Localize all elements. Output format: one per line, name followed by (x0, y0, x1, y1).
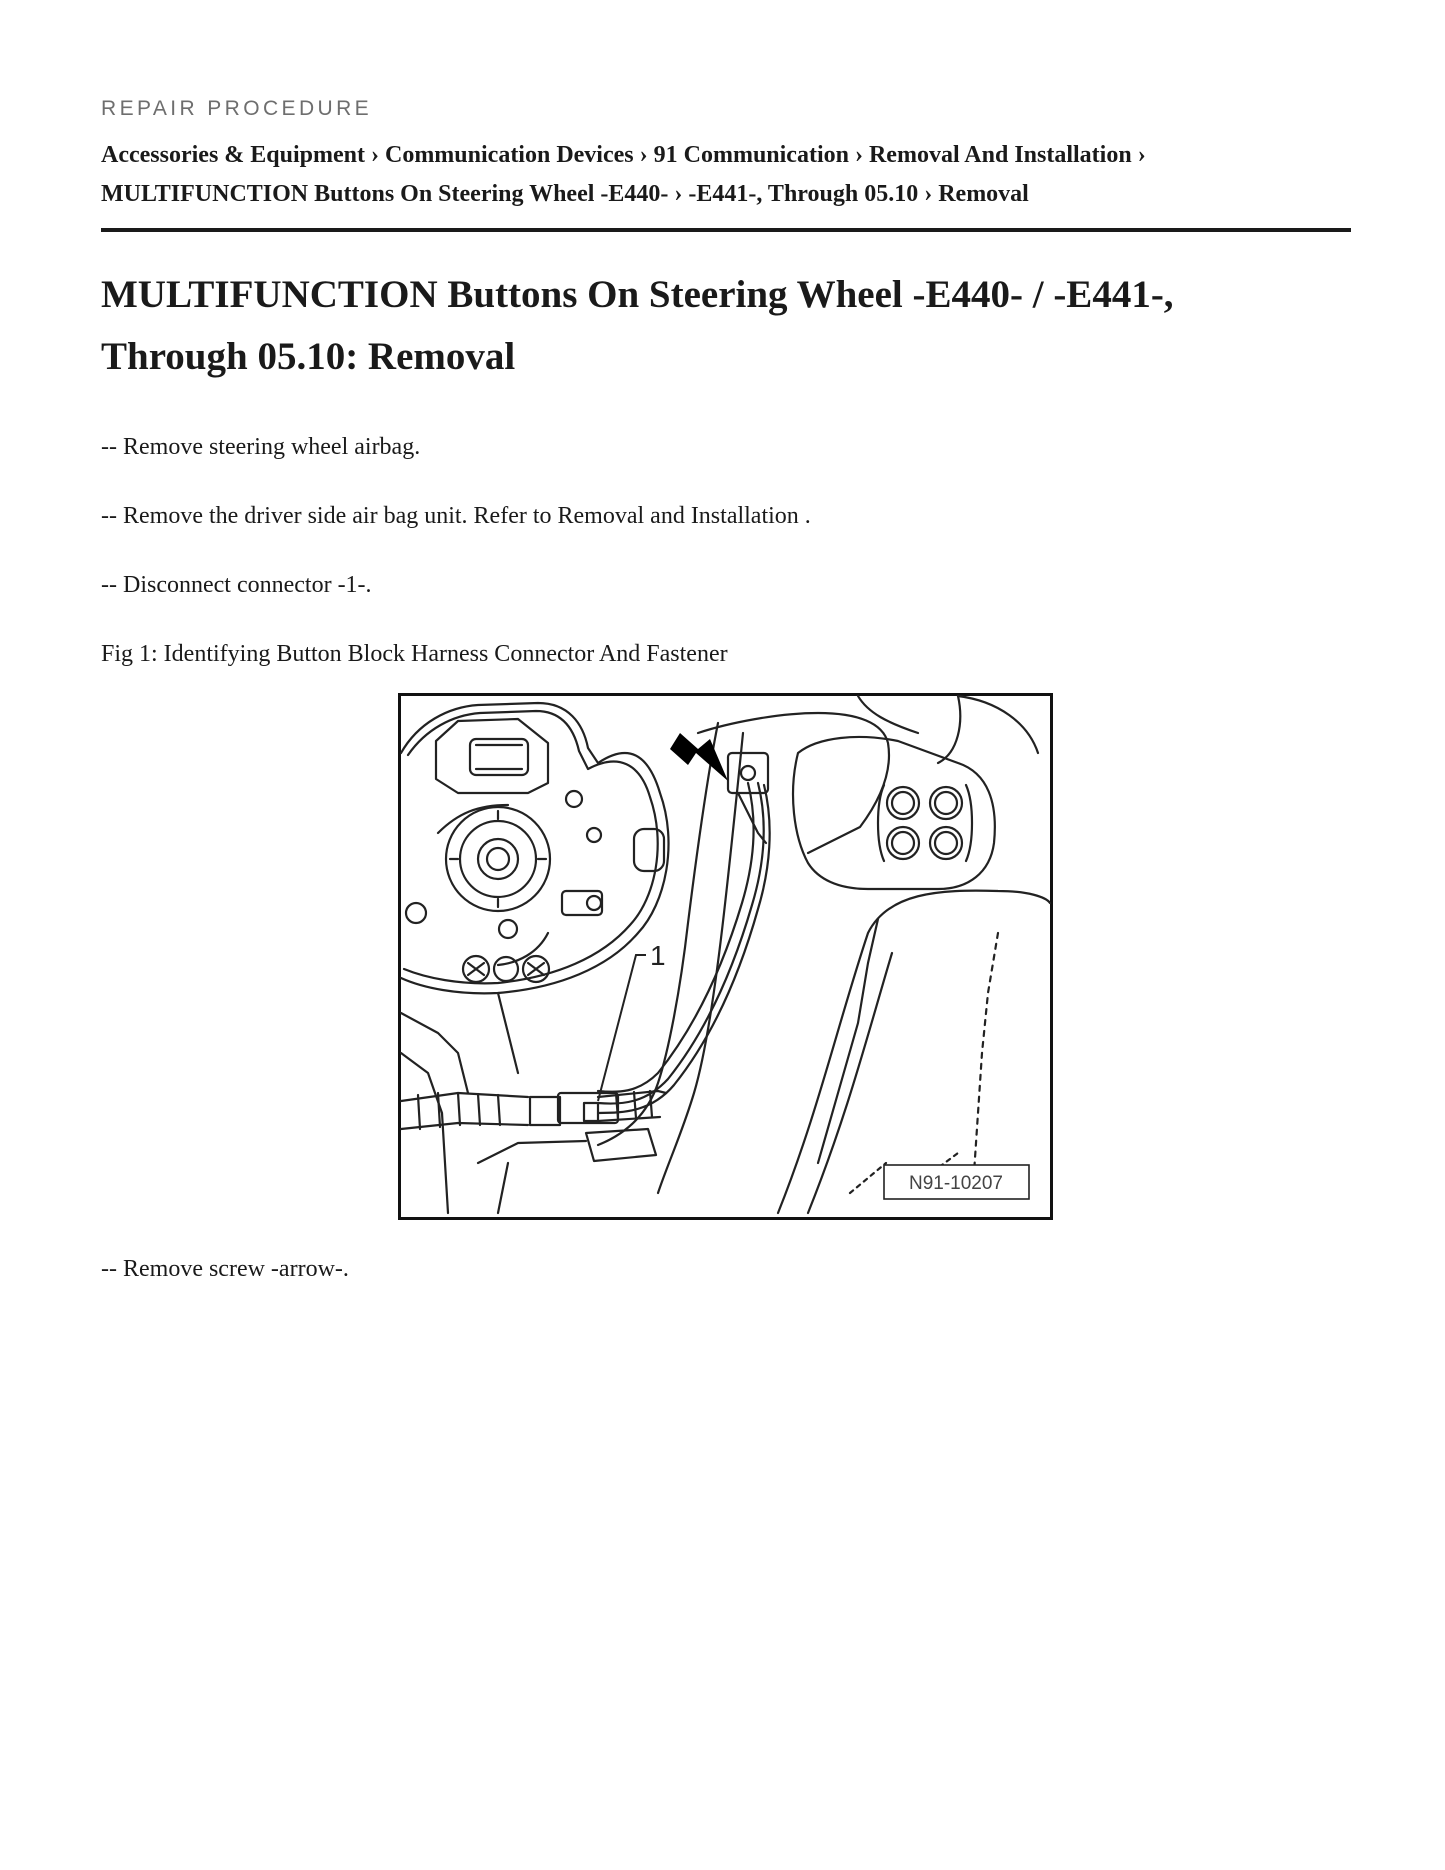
breadcrumb-item[interactable]: MULTIFUNCTION Buttons On Steering Wheel -E440- (101, 181, 669, 207)
procedure-step: -- Remove the driver side air bag unit. Refer to Removal and Installation . (101, 503, 811, 529)
page-title-line-1: MULTIFUNCTION Buttons On Steering Wheel -E440- / -E441-, (101, 273, 1174, 316)
breadcrumb-separator: › (1137, 142, 1146, 168)
figure-code: N91-10207 (908, 1173, 1004, 1194)
procedure-steps (101, 432, 1351, 1284)
figure-callout-label: 1 (650, 940, 666, 971)
breadcrumb-separator: › (924, 181, 933, 207)
breadcrumb-separator: › (639, 142, 648, 168)
breadcrumb-separator: › (674, 181, 683, 207)
breadcrumb-item[interactable]: Removal And Installation (868, 142, 1132, 168)
procedure-step: -- Remove steering wheel airbag. (101, 434, 421, 460)
breadcrumb-item[interactable]: -E441-, Through 05.10 (688, 181, 919, 207)
procedure-step: -- Disconnect connector -1-. (101, 572, 372, 598)
figure-caption: Fig 1: Identifying Button Block Harness Connector And Fastener (101, 641, 728, 667)
page-title-line-2: Through 05.10: Removal (101, 335, 516, 378)
section-kicker: REPAIR PROCEDURE (101, 97, 373, 120)
page-title (101, 264, 1251, 388)
steering-wheel-illustration (398, 693, 1053, 1220)
breadcrumb-item[interactable]: Accessories & Equipment (101, 142, 365, 168)
figure-steering-wheel-diagram (398, 693, 1053, 1220)
breadcrumb-item[interactable]: 91 Communication (653, 142, 849, 168)
header-divider (101, 228, 1351, 232)
breadcrumb-item[interactable]: Communication Devices (384, 142, 634, 168)
document-page (101, 96, 1351, 1284)
procedure-step: -- Remove screw -arrow-. (101, 1256, 349, 1282)
breadcrumb-separator: › (370, 142, 379, 168)
breadcrumb-separator: › (854, 142, 863, 168)
breadcrumb (101, 136, 1341, 214)
breadcrumb-item-current[interactable]: Removal (938, 181, 1029, 207)
